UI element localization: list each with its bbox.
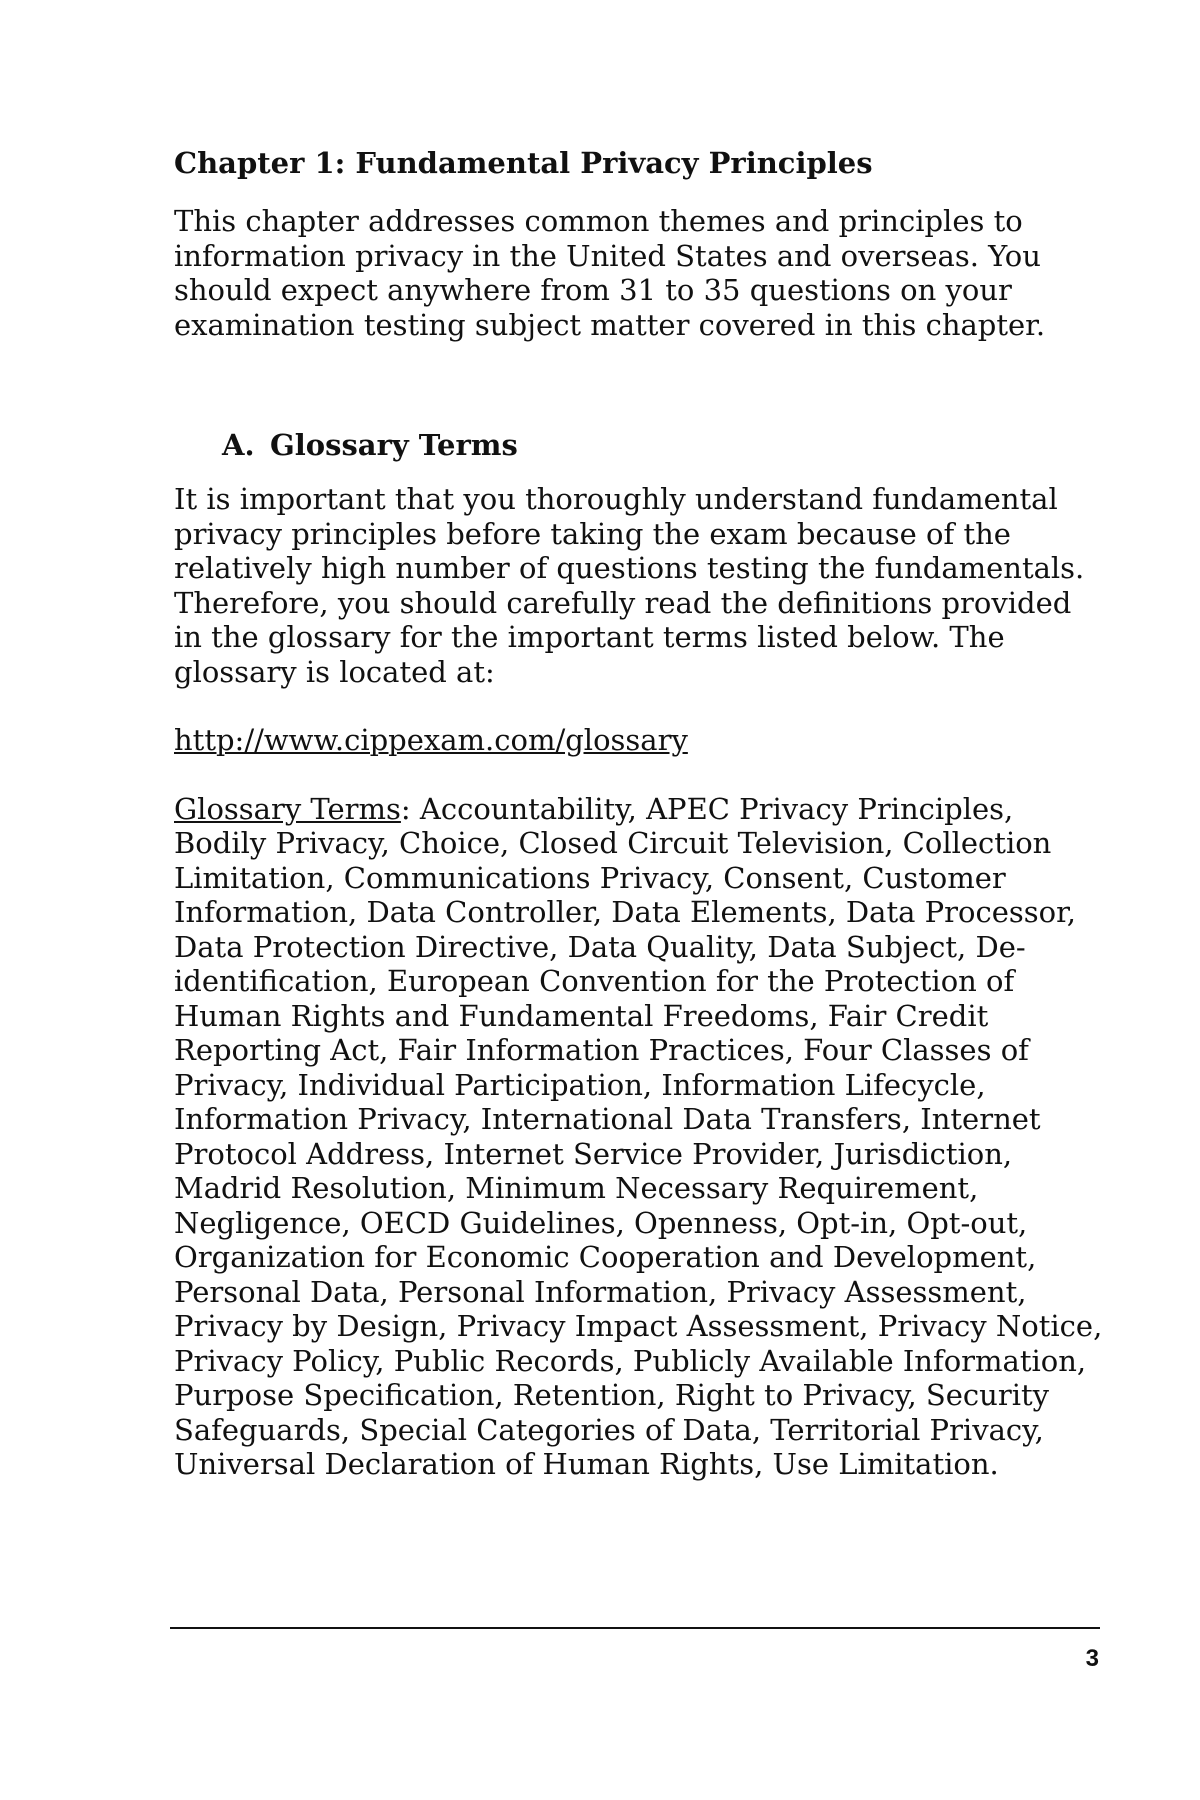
glossary-link[interactable]: http://www.cippexam.com/glossary <box>174 723 688 757</box>
section-letter: A. <box>222 428 255 462</box>
section-heading-text: Glossary Terms <box>270 428 518 462</box>
page-content <box>174 142 1104 1482</box>
section-heading <box>222 424 1104 466</box>
glossary-importance-paragraph: It is important that you thoroughly understand fundamental privacy principles before taking the exam because of the relatively high number of questions testing the fundamentals. Therefore, you should carefully read the definitions provided in the glossary for the important terms listed below. The glossary is located at: <box>174 482 1085 689</box>
glossary-link-line <box>174 723 1104 758</box>
glossary-terms-list: Accountability, APEC Privacy Principles, Bodily Privacy, Choice, Closed Circuit Television, Collection Limitation, Communications Privacy, Consent, Customer Information, Data Controller, Data Elements, Data Processor, Data Protection Directive, Data Quality, Data Subject, De-identification, European Convention for the Protection of Human Rights and Fundamental Freedoms, Fair Credit Reporting Act, Fair Information Practices, Four Classes of Privacy, Individual Participation, Information Lifecycle, Information Privacy, International Data Transfers, Internet Protocol Address, Internet Service Provider, Jurisdiction, Madrid Resolution, Minimum Necessary Requirement, Negligence, OECD Guidelines, Openness, Opt-in, Opt-out, Organization for Economic Cooperation and Development, Personal Data, Personal Information, Privacy Assessment, Privacy by Design, Privacy Impact Assessment, Privacy Notice, Privacy Policy, Public Records, Publicly Available Information, Purpose Specification, Retention, Right to Privacy, Security Safeguards, Special Categories of Data, Territorial Privacy, Universal Declaration of Human Rights, Use Limitation. <box>174 791 1103 1481</box>
glossary-terms-label: Glossary Terms <box>174 791 401 826</box>
glossary-terms-separator: : <box>400 791 411 826</box>
chapter-intro-paragraph: This chapter addresses common themes and principles to information privacy in the United States and overseas. You should expect anywhere from 31 to 35 questions on your examination testing subject matter covered in this chapter. <box>174 204 1046 342</box>
glossary-terms-paragraph <box>174 792 1104 1482</box>
page-number: 3 <box>1085 1645 1099 1672</box>
footer-rule <box>170 1627 1100 1629</box>
chapter-title: Chapter 1: Fundamental Privacy Principles <box>174 146 873 180</box>
